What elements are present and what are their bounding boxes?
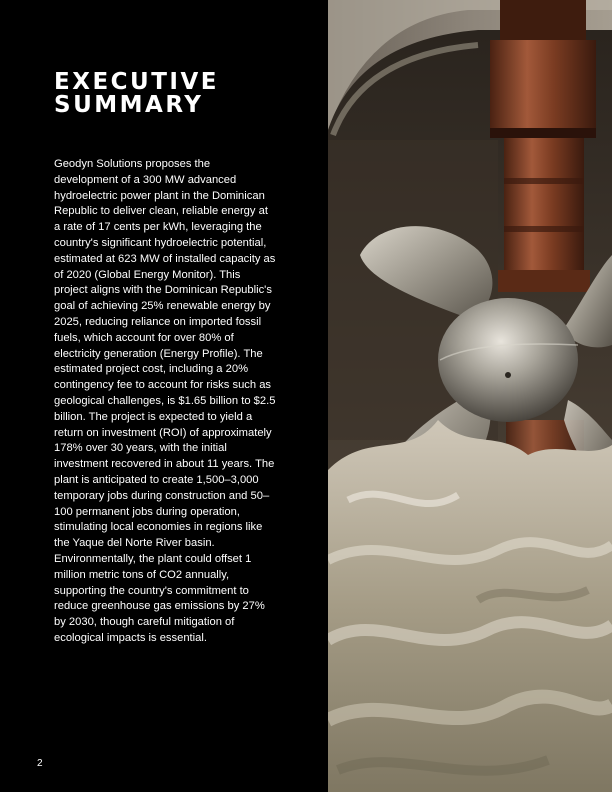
title-line-2: SUMMARY [54,92,204,118]
page-title [54,71,219,117]
title-line-1: EXECUTIVE [54,69,219,95]
executive-summary-body: Geodyn Solutions proposes the development of a 300 MW advanced hydroelectric power plant in the Dominican Republic to deliver clean, reliable energy at a rate of 17 cents per kWh, leveraging the country's significant hydroelectric potential, estimated at 623 MW of installed capacity as of 2020 (Global Energy Monitor). This project aligns with the Dominican Republic's goal of achieving 25% renewable energy by 2025, reducing reliance on imported fossil fuels, which account for over 80% of electricity generation (Energy Profile). The estimated project cost, including a 20% contingency fee to account for risks such as geological challenges, is $1.65 billion to $2.5 billion. The project is expected to yield a return on investment (ROI) of approximately 178% over 30 years, with the initial investment recovered in about 11 years. The plant is anticipated to create 1,500–3,000 temporary jobs during construction and 50–100 permanent jobs during operation, stimulating local economies in regions like the Yaque del Norte River basin. Environmentally, the plant could offset 1 million metric tons of CO2 annually, supporting the country's commitment to reduce greenhouse gas emissions by 27% by 2030, though careful mitigation of ecological impacts is essential. [54,158,276,644]
hydro-turbine-photo [328,0,612,792]
page-number: 2 [37,758,43,769]
